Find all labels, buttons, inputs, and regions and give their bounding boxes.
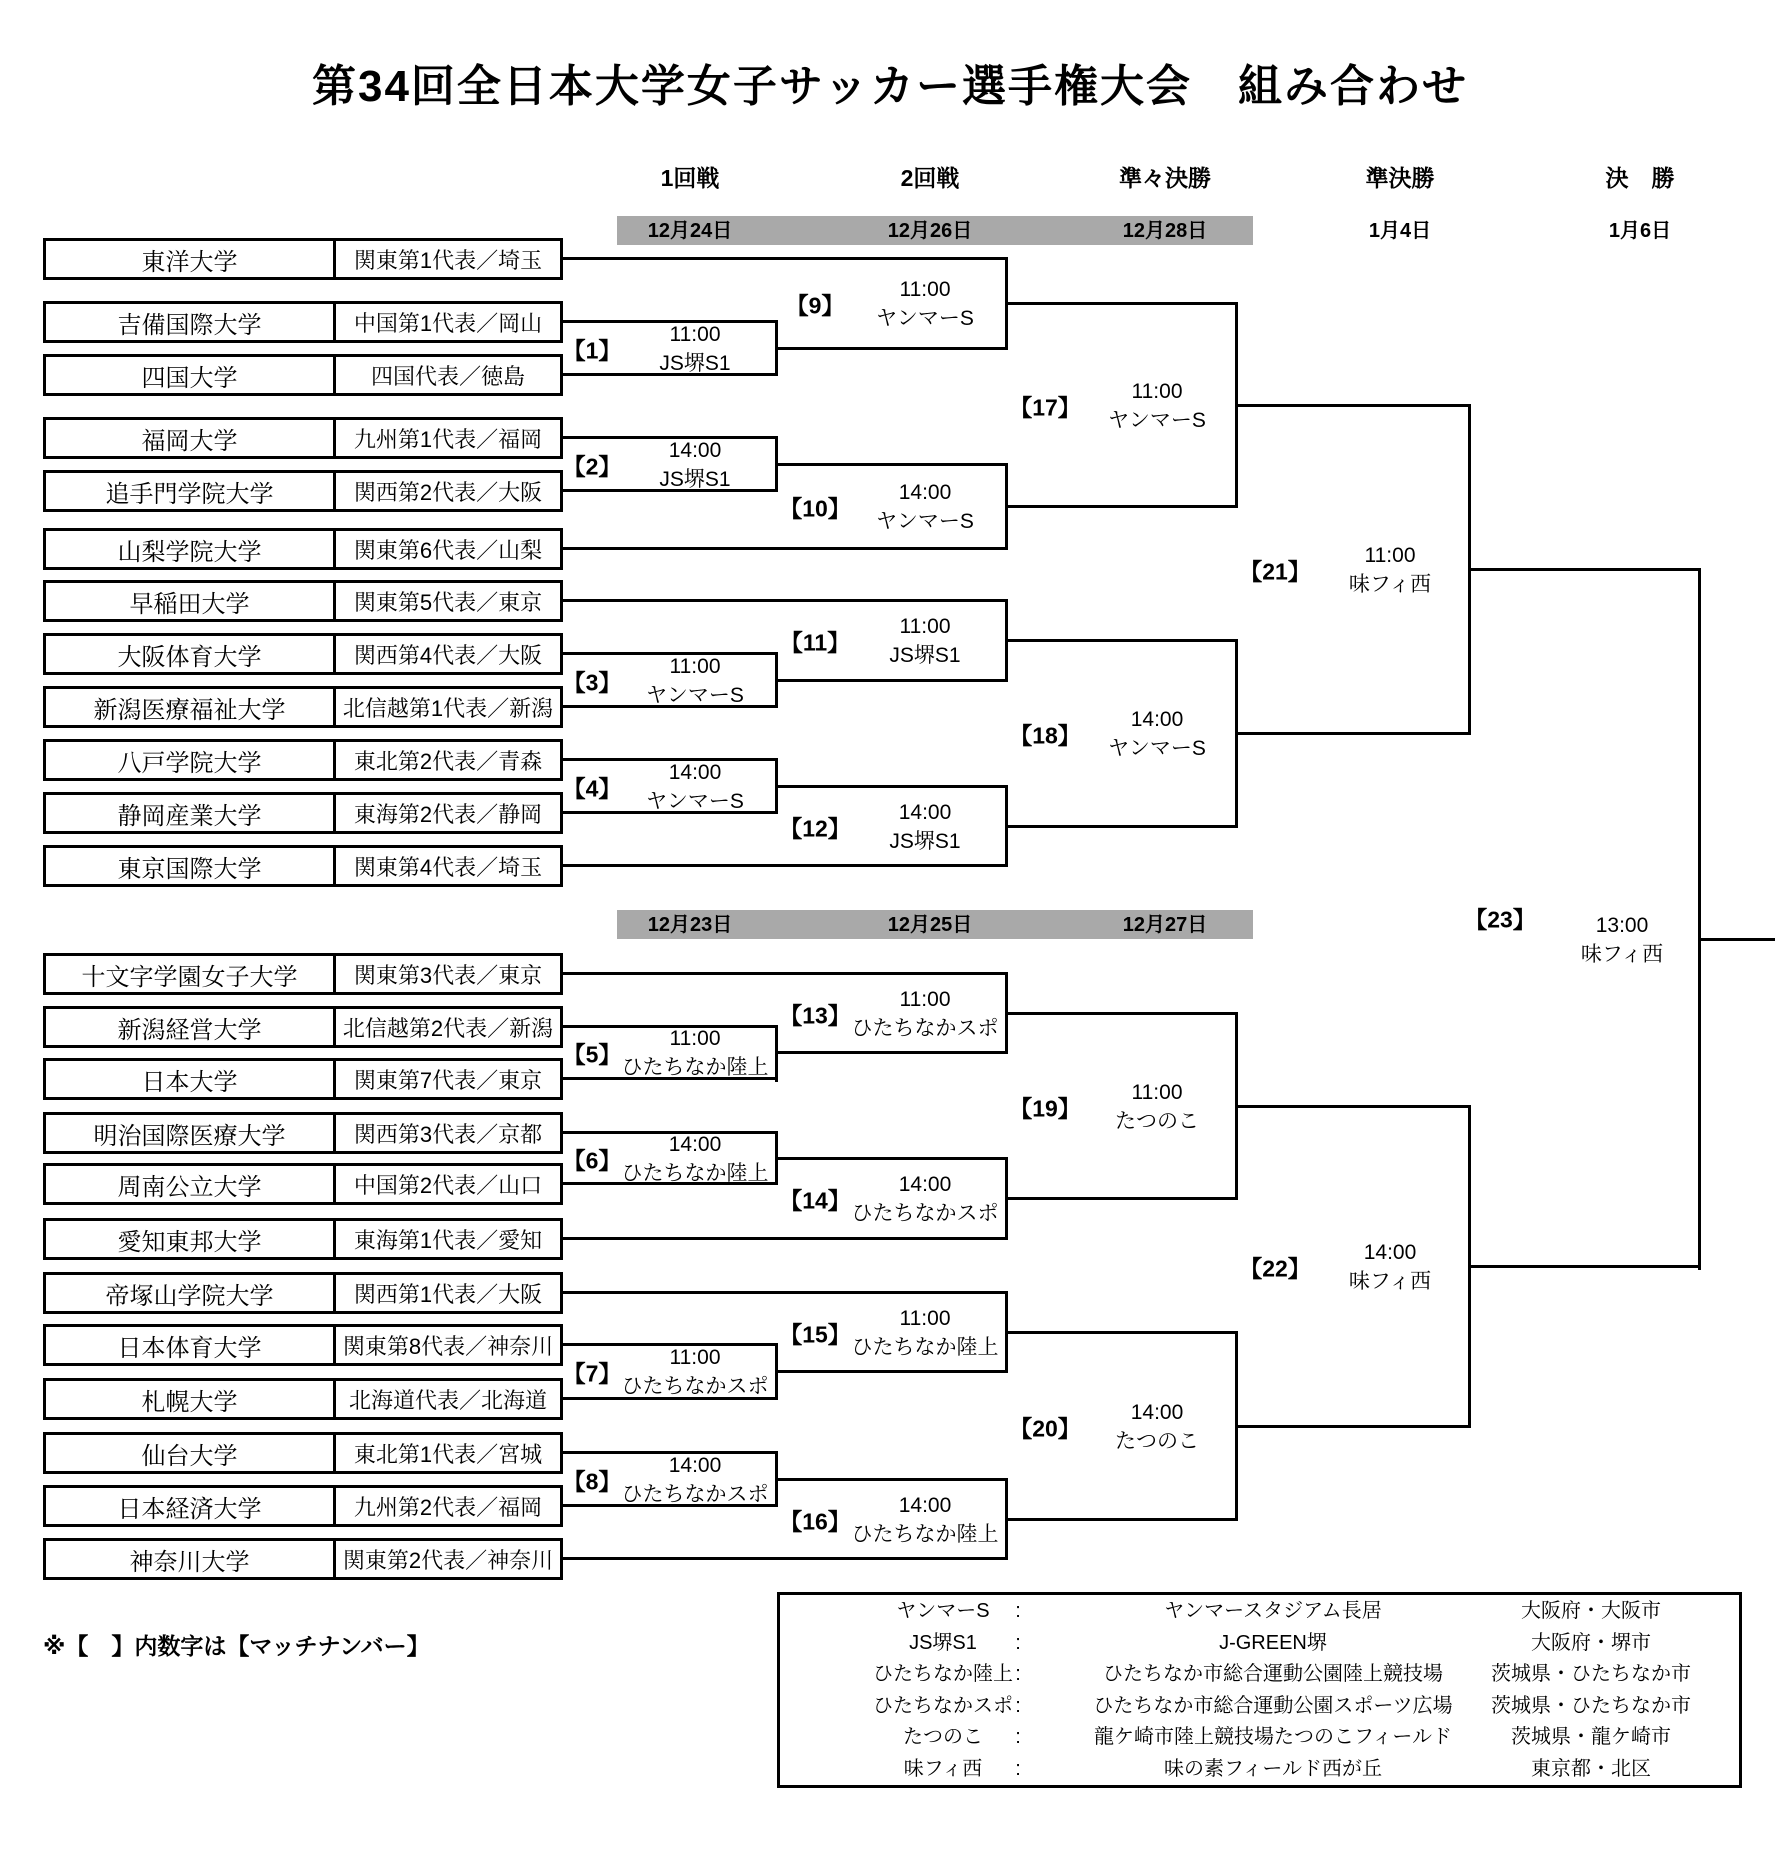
match-venue: ヤンマーS [1108, 737, 1206, 760]
match-info-17 [1047, 377, 1267, 435]
team-name: 新潟経営大学 [46, 1009, 336, 1045]
connector-line [777, 347, 1007, 350]
date-quarterfinal-top: 12月28日 [1122, 220, 1208, 242]
legend-colon: : [1015, 1757, 1021, 1780]
team-name: 山梨学院大学 [46, 531, 336, 567]
team-box-toyo [43, 238, 563, 280]
team-name: 仙台大学 [46, 1435, 336, 1471]
match-number-9: 【9】 [785, 292, 845, 319]
connector-line [1007, 1331, 1237, 1334]
team-name: 周南公立大学 [46, 1166, 336, 1202]
match-info-10 [815, 478, 1035, 536]
team-box-fukuoka [43, 417, 563, 459]
match-number-6: 【6】 [562, 1147, 622, 1174]
match-time: 14:00 [898, 1173, 952, 1196]
team-seed: 関西第1代表／大阪 [353, 1281, 543, 1307]
team-seed: 中国第1代表／岡山 [353, 310, 543, 336]
connector-line [777, 1370, 1007, 1373]
legend-colon: : [1015, 1663, 1021, 1686]
match-info-6 [585, 1130, 805, 1188]
match-info-13 [815, 985, 1035, 1043]
team-box-aichi-toho [43, 1218, 563, 1260]
match-info-14 [815, 1170, 1035, 1228]
team-box-hachinohe-gakuin [43, 739, 563, 781]
match-number-22: 【22】 [1239, 1255, 1311, 1282]
legend-row [780, 1691, 1739, 1721]
connector-line [1007, 505, 1237, 508]
venue-location: 大阪府・堺市 [1531, 1631, 1651, 1654]
team-seed: 関東第4代表／埼玉 [353, 854, 543, 880]
legend-colon: : [1015, 1726, 1021, 1749]
match-info-20 [1047, 1398, 1267, 1456]
connector-line [563, 972, 1007, 975]
match-venue: ひたちなか陸上 [851, 1523, 999, 1546]
team-name: 大阪体育大学 [46, 636, 336, 672]
team-box-kibi-kokusai [43, 301, 563, 343]
connector-line [563, 257, 1007, 260]
venue-full-name: ヤンマースタジアム長居 [1164, 1600, 1382, 1623]
team-box-otemon-gakuin [43, 470, 563, 512]
match-number-11: 【11】 [779, 629, 851, 656]
team-name: 日本経済大学 [46, 1488, 336, 1524]
match-venue: ヤンマーS [646, 684, 744, 707]
legend-row [780, 1596, 1739, 1626]
team-name: 日本大学 [46, 1061, 336, 1097]
match-time: 14:00 [1363, 1241, 1417, 1264]
match-number-19: 【19】 [1009, 1095, 1081, 1122]
connector-line [1237, 732, 1470, 735]
legend-colon: : [1015, 1694, 1021, 1717]
match-time: 11:00 [669, 655, 721, 678]
match-info-7 [585, 1343, 805, 1401]
connector-line [777, 1478, 1007, 1481]
match-info-12 [815, 798, 1035, 856]
team-name: 帝塚山学院大学 [46, 1275, 336, 1311]
team-seed: 関東第1代表／埼玉 [353, 247, 543, 273]
match-info-16 [815, 1491, 1035, 1549]
team-box-waseda [43, 580, 563, 622]
team-seed: 北信越第2代表／新潟 [342, 1015, 554, 1041]
legend-row [780, 1628, 1739, 1658]
venue-abbr: ヤンマーS [896, 1600, 990, 1623]
venue-full-name: J-GREEN堺 [1219, 1631, 1327, 1654]
team-name: 愛知東邦大学 [46, 1221, 336, 1257]
match-time: 14:00 [668, 1133, 722, 1156]
team-box-nihon [43, 1058, 563, 1100]
team-name: 東京国際大学 [46, 848, 336, 884]
match-time: 14:00 [898, 481, 952, 504]
match-time: 14:00 [668, 761, 722, 784]
team-box-sapporo [43, 1378, 563, 1420]
match-info-3 [585, 652, 805, 710]
match-number-7: 【7】 [562, 1360, 622, 1387]
match-venue: ひたちなか陸上 [621, 1162, 769, 1185]
connector-line [1237, 1425, 1470, 1428]
match-venue: ヤンマーS [1108, 409, 1206, 432]
venue-full-name: 龍ケ崎市陸上競技場たつのこフィールド [1094, 1726, 1452, 1749]
venue-abbr: ひたちなか陸上 [873, 1663, 1013, 1686]
team-name: 明治国際医療大学 [46, 1115, 336, 1151]
match-info-23 [1512, 911, 1732, 969]
match-venue: 味フィ西 [1580, 943, 1664, 966]
match-time: 14:00 [1130, 708, 1184, 731]
match-venue: JS堺S1 [889, 830, 961, 853]
connector-line [777, 1051, 1007, 1054]
match-time: 14:00 [898, 801, 952, 824]
match-info-22 [1280, 1238, 1500, 1296]
team-box-yamanashi-gakuin [43, 528, 563, 570]
team-name: 静岡産業大学 [46, 795, 336, 831]
team-box-meiji-kokusai-iryo [43, 1112, 563, 1154]
connector-line [1007, 302, 1237, 305]
team-box-osaka-taiiku [43, 633, 563, 675]
venue-legend [777, 1592, 1742, 1788]
match-info-5 [585, 1024, 805, 1082]
round-header-quarterfinal: 準々決勝 [1119, 165, 1211, 191]
round-header-semifinal: 準決勝 [1365, 165, 1435, 191]
match-venue: ひたちなかスポ [621, 1375, 769, 1398]
team-seed: 関東第8代表／神奈川 [342, 1333, 554, 1359]
team-name: 四国大学 [46, 357, 336, 393]
date-semifinal: 1月4日 [1368, 220, 1432, 242]
team-seed: 中国第2代表／山口 [353, 1172, 543, 1198]
date-round1-top: 12月24日 [647, 220, 733, 242]
team-seed: 関西第4代表／大阪 [353, 642, 543, 668]
match-number-10: 【10】 [779, 495, 851, 522]
match-venue: 味フィ西 [1348, 1270, 1432, 1293]
team-box-tezukayama-gakuin [43, 1272, 563, 1314]
date-round2-top: 12月26日 [887, 220, 973, 242]
match-number-15: 【15】 [779, 1321, 851, 1348]
match-time: 11:00 [899, 278, 951, 301]
connector-line [563, 1557, 1007, 1560]
match-venue: JS堺S1 [889, 644, 961, 667]
match-number-18: 【18】 [1009, 722, 1081, 749]
team-name: 神奈川大学 [46, 1541, 336, 1577]
team-name: 新潟医療福祉大学 [46, 689, 336, 725]
match-info-19 [1047, 1078, 1267, 1136]
team-seed: 東北第2代表／青森 [353, 748, 543, 774]
team-box-nihon-keizai [43, 1485, 563, 1527]
match-time: 14:00 [668, 1454, 722, 1477]
team-seed: 関東第6代表／山梨 [353, 537, 543, 563]
venue-full-name: ひたちなか市総合運動公園陸上競技場 [1103, 1663, 1443, 1686]
match-venue: ひたちなかスポ [851, 1202, 999, 1225]
connector-line [777, 1157, 1007, 1160]
connector-line [1470, 568, 1700, 571]
match-info-9 [815, 275, 1035, 333]
team-seed: 関西第3代表／京都 [353, 1121, 543, 1147]
match-time: 14:00 [1130, 1401, 1184, 1424]
team-seed: 四国代表／徳島 [370, 363, 525, 389]
page-title: 第34回全日本大学女子サッカー選手権大会 組み合わせ [311, 62, 1469, 111]
legend-colon: : [1015, 1600, 1021, 1623]
team-seed: 東海第2代表／静岡 [353, 801, 543, 827]
team-name: 日本体育大学 [46, 1327, 336, 1363]
connector-line [777, 463, 1007, 466]
venue-abbr: JS堺S1 [909, 1631, 977, 1654]
match-time: 11:00 [899, 988, 951, 1011]
match-number-5: 【5】 [562, 1041, 622, 1068]
match-info-4 [585, 758, 805, 816]
match-venue: ひたちなか陸上 [851, 1336, 999, 1359]
match-time: 14:00 [668, 439, 722, 462]
date-final: 1月6日 [1608, 220, 1672, 242]
match-time: 11:00 [899, 1307, 951, 1330]
venue-location: 東京都・北区 [1531, 1757, 1651, 1780]
connector-line [563, 1291, 1007, 1294]
match-number-13: 【13】 [779, 1002, 851, 1029]
match-info-21 [1280, 541, 1500, 599]
match-info-11 [815, 612, 1035, 670]
match-venue: ひたちなかスポ [851, 1017, 999, 1040]
date-round2-bottom: 12月25日 [887, 914, 973, 936]
connector-line [1470, 1265, 1700, 1268]
match-venue: たつのこ [1115, 1110, 1199, 1133]
match-info-18 [1047, 705, 1267, 763]
match-number-2: 【2】 [562, 453, 622, 480]
match-venue: ヤンマーS [876, 510, 974, 533]
venue-location: 茨城県・龍ケ崎市 [1511, 1726, 1671, 1749]
match-number-21: 【21】 [1239, 558, 1311, 585]
match-number-20: 【20】 [1009, 1415, 1081, 1442]
venue-abbr: ひたちなかスポ [873, 1694, 1013, 1717]
match-number-17: 【17】 [1009, 394, 1081, 421]
team-box-shizuoka-sangyo [43, 792, 563, 834]
match-venue: ヤンマーS [876, 307, 974, 330]
match-number-16: 【16】 [779, 1508, 851, 1535]
connector-line [1237, 404, 1470, 407]
team-seed: 北信越第1代表／新潟 [342, 695, 554, 721]
match-number-23: 【23】 [1464, 906, 1536, 933]
team-seed: 東海第1代表／愛知 [353, 1227, 543, 1253]
match-time: 11:00 [899, 615, 951, 638]
match-info-8 [585, 1451, 805, 1509]
match-time: 11:00 [1131, 1081, 1183, 1104]
match-time: 11:00 [1364, 544, 1416, 567]
team-box-niigata-keiei [43, 1006, 563, 1048]
connector-line [1237, 1105, 1470, 1108]
match-number-3: 【3】 [562, 669, 622, 696]
team-box-tokyo-kokusai [43, 845, 563, 887]
match-venue: 味フィ西 [1348, 573, 1432, 596]
team-name: 札幌大学 [46, 1381, 336, 1417]
connector-line [1007, 1012, 1237, 1015]
venue-abbr: 味フィ西 [903, 1757, 983, 1780]
match-time: 11:00 [669, 323, 721, 346]
match-venue: JS堺S1 [659, 468, 731, 491]
match-number-1: 【1】 [562, 337, 622, 364]
match-info-1 [585, 320, 805, 378]
team-name: 追手門学院大学 [46, 473, 336, 509]
match-number-8: 【8】 [562, 1468, 622, 1495]
team-seed: 東北第1代表／宮城 [353, 1441, 543, 1467]
match-number-4: 【4】 [562, 775, 622, 802]
team-seed: 北海道代表／北海道 [348, 1387, 547, 1413]
team-name: 吉備国際大学 [46, 304, 336, 340]
team-name: 早稲田大学 [46, 583, 336, 619]
team-box-shunan-koritsu [43, 1163, 563, 1205]
venue-location: 茨城県・ひたちなか市 [1491, 1694, 1691, 1717]
match-time: 13:00 [1595, 914, 1649, 937]
connector-line [563, 599, 1007, 602]
match-venue: たつのこ [1115, 1430, 1199, 1453]
match-info-15 [815, 1304, 1035, 1362]
team-name: 東洋大学 [46, 241, 336, 277]
team-box-sendai [43, 1432, 563, 1474]
team-seed: 関西第2代表／大阪 [353, 479, 543, 505]
match-number-footnote: ※【 】内数字は【マッチナンバー】 [43, 1633, 430, 1659]
venue-location: 茨城県・ひたちなか市 [1491, 1663, 1691, 1686]
connector-line [563, 547, 1007, 550]
venue-full-name: 味の素フィールド西が丘 [1164, 1757, 1382, 1780]
connector-line [1007, 639, 1237, 642]
legend-row [780, 1722, 1739, 1752]
connector-line [1007, 825, 1237, 828]
connector-line [1007, 1197, 1237, 1200]
date-quarterfinal-bottom: 12月27日 [1122, 914, 1208, 936]
legend-colon: : [1015, 1631, 1021, 1654]
team-seed: 九州第1代表／福岡 [353, 426, 543, 452]
match-number-12: 【12】 [779, 815, 851, 842]
match-info-2 [585, 436, 805, 494]
connector-line [777, 785, 1007, 788]
match-venue: ひたちなか陸上 [621, 1056, 769, 1079]
connector-line [563, 864, 1007, 867]
venue-location: 大阪府・大阪市 [1521, 1600, 1661, 1623]
match-time: 11:00 [669, 1027, 721, 1050]
match-venue: ヤンマーS [646, 790, 744, 813]
team-seed: 関東第3代表／東京 [353, 962, 543, 988]
round-header-round2: 2回戦 [900, 165, 960, 191]
match-venue: JS堺S1 [659, 352, 731, 375]
team-seed: 九州第2代表／福岡 [353, 1494, 543, 1520]
round-header-round1: 1回戦 [660, 165, 720, 191]
team-box-kanagawa [43, 1538, 563, 1580]
team-box-niigata-iryo-fukushi [43, 686, 563, 728]
team-name: 十文字学園女子大学 [46, 956, 336, 992]
team-seed: 関東第2代表／神奈川 [342, 1547, 554, 1573]
match-time: 14:00 [898, 1494, 952, 1517]
match-number-14: 【14】 [779, 1187, 851, 1214]
team-seed: 関東第5代表／東京 [353, 589, 543, 615]
team-box-shikoku [43, 354, 563, 396]
date-round1-bottom: 12月23日 [647, 914, 733, 936]
connector-line [777, 679, 1007, 682]
match-venue: ひたちなかスポ [621, 1483, 769, 1506]
connector-line [1007, 1518, 1237, 1521]
match-time: 11:00 [1131, 380, 1183, 403]
team-name: 福岡大学 [46, 420, 336, 456]
team-box-nippon-taiiku [43, 1324, 563, 1366]
venue-abbr: たつのこ [903, 1726, 983, 1749]
team-box-jumonji-gakuen [43, 953, 563, 995]
connector-line [563, 1237, 1007, 1240]
team-name: 八戸学院大学 [46, 742, 336, 778]
legend-row [780, 1754, 1739, 1784]
legend-row [780, 1659, 1739, 1689]
team-seed: 関東第7代表／東京 [353, 1067, 543, 1093]
match-time: 11:00 [669, 1346, 721, 1369]
round-header-final: 決 勝 [1605, 165, 1675, 191]
venue-full-name: ひたちなか市総合運動公園スポーツ広場 [1093, 1694, 1453, 1717]
